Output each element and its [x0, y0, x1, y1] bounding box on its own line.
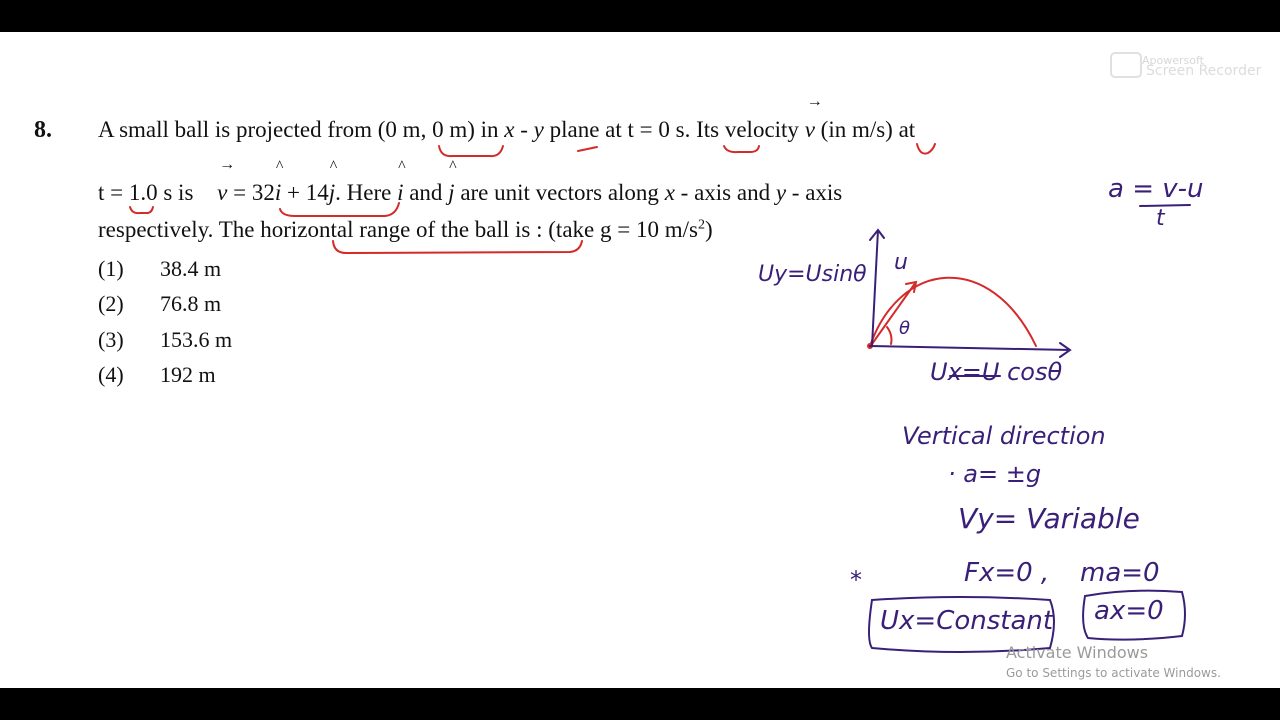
question-line-2: t = 1.0 s is → v = 32 ^ i + 14 ^ j. Here ^ i and ^ j are unit vectors along x - axis and y - axis: [98, 156, 843, 205]
option-2-number: (2): [98, 291, 124, 316]
acceleration-g-note: · a= ±g: [948, 460, 1042, 488]
option-4-number: (4): [98, 362, 124, 387]
uy-annotation: Uy=Usinθ: [758, 262, 867, 287]
watermark-line2: Screen Recorder: [1146, 63, 1262, 79]
x-axis-arrow: [870, 343, 1070, 357]
option-1-number: (1): [98, 256, 124, 281]
option-2-value: 76.8 m: [160, 291, 222, 316]
activate-windows-subtitle: Go to Settings to activate Windows.: [1006, 666, 1221, 680]
question-line-1: A small ball is projected from (0 m, 0 m) in x - y plane at t = 0 s. Its velocity → v (in m/s) at: [98, 93, 916, 142]
underline-vector: [280, 203, 399, 216]
formula-acceleration: a = v-u: [1108, 174, 1204, 204]
option-3-number: (3): [98, 327, 124, 352]
ax-zero-note: ax=0: [1094, 596, 1164, 626]
option-3-value: 153.6 m: [160, 327, 233, 352]
ma-zero-note: ma=0: [1080, 558, 1160, 588]
underline-t1: [130, 207, 153, 213]
underline-xy: [578, 147, 597, 151]
option-1-value: 38.4 m: [160, 256, 222, 281]
unit-vector-i-2: ^ i: [397, 158, 406, 205]
velocity-vector-symbol: → v: [804, 93, 823, 142]
star-mark: *: [850, 566, 862, 594]
bottom-letterbox-bar: [0, 688, 1280, 720]
ux-annotation: Ux=U cosθ: [930, 358, 1063, 386]
watermark-line1: Apowersoft: [1142, 54, 1204, 67]
unit-vector-i: ^ i: [274, 158, 284, 205]
unit-vector-j: ^ j: [328, 158, 338, 205]
u-label: u: [894, 250, 908, 275]
vy-variable-note: Vy= Variable: [958, 502, 1140, 535]
question-number: 8.: [34, 117, 52, 143]
underline-range: [333, 241, 582, 253]
fx-zero-note: Fx=0 ,: [964, 558, 1050, 588]
unit-vector-j-2: ^ j: [448, 158, 457, 205]
vertical-direction-heading: Vertical direction: [902, 422, 1106, 450]
underline-t0: [724, 146, 759, 152]
fraction-bar: [1140, 205, 1190, 206]
theta-arc: [887, 327, 892, 344]
activate-windows-title: Activate Windows: [1006, 643, 1149, 662]
question-line-3: respectively. The horizontal range of the ball is : (take g = 10 $m/s^2$): [98, 217, 713, 242]
velocity-vector-symbol-2: → v: [217, 156, 236, 205]
theta-label: θ: [899, 318, 911, 339]
underline-origin: [439, 146, 503, 156]
ux-constant-note: Ux=Constant: [880, 606, 1054, 636]
underline-v: [917, 144, 935, 154]
option-4-value: 192 m: [160, 362, 216, 387]
formula-denominator: t: [1156, 206, 1165, 231]
